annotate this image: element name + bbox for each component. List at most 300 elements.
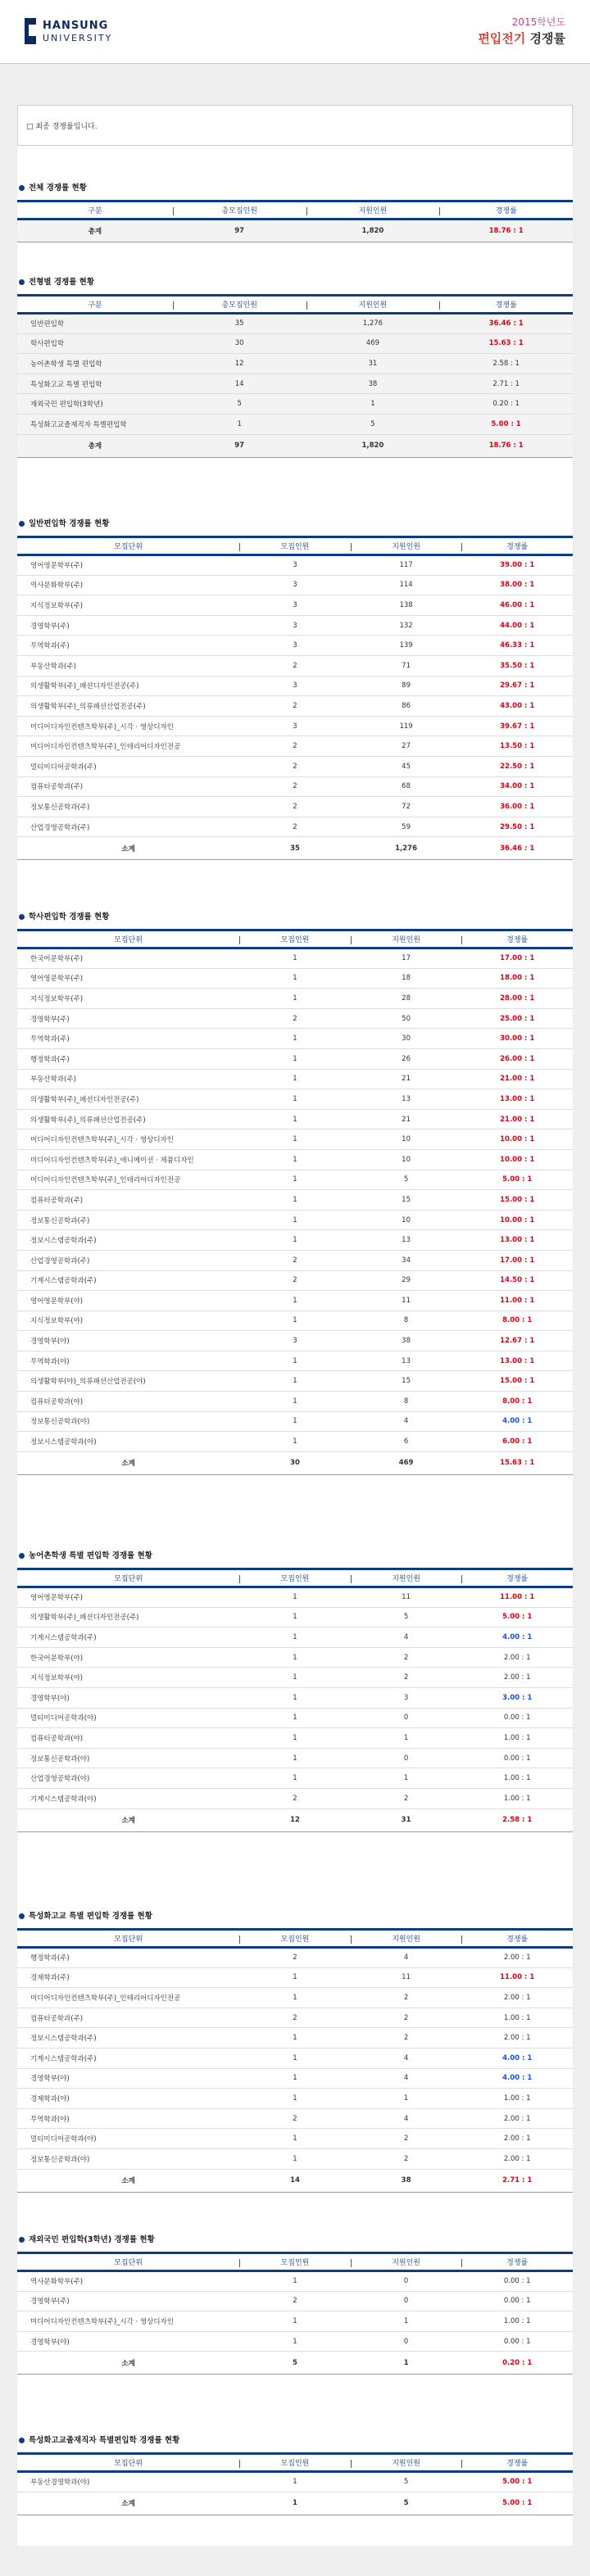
cell-applicants: 4 — [351, 2048, 462, 2068]
cell-applicants: 2 — [351, 1988, 462, 2008]
table-row — [17, 1089, 573, 1110]
bachelor-section — [17, 912, 573, 1475]
column-header: 모집단위 — [17, 930, 239, 948]
table-row — [17, 1687, 573, 1708]
cell-name: 경제학과(주) — [17, 1967, 239, 1988]
table-row — [17, 1190, 573, 1211]
cell-applicants: 139 — [351, 636, 462, 656]
cell-rate: 22.50 : 1 — [461, 756, 573, 776]
cell-name: 한국어문학부(주) — [17, 948, 239, 969]
cell-applicants: 4 — [351, 2068, 462, 2089]
cell-name: 소계 — [17, 2352, 239, 2375]
cell-applicants: 1,276 — [351, 837, 462, 860]
cell-applicants: 1 — [351, 1728, 462, 1749]
cell-rate: 2.00 : 1 — [461, 1647, 573, 1668]
cell-quota: 1 — [239, 1668, 351, 1688]
column-header: 경쟁률 — [461, 537, 573, 555]
table-row — [17, 2048, 573, 2068]
cell-name: 총계 — [17, 220, 173, 242]
cell-quota: 2 — [239, 1008, 351, 1029]
column-header: 경쟁률 — [461, 2454, 573, 2472]
cell-name: 지식정보학부(야) — [17, 1668, 239, 1688]
total-row — [17, 837, 573, 860]
column-header: 모집단위 — [17, 2454, 239, 2472]
cell-rate: 26.00 : 1 — [461, 1048, 573, 1069]
cell-applicants: 5 — [351, 1607, 462, 1628]
cell-quota: 1 — [239, 2068, 351, 2089]
cell-rate: 0.20 : 1 — [439, 394, 573, 414]
cell-name: 경영학부(야) — [17, 1331, 239, 1351]
cell-name: 경제학과(야) — [17, 2089, 239, 2109]
column-header: 경쟁률 — [461, 1569, 573, 1587]
cell-quota: 1 — [239, 1210, 351, 1230]
cell-rate: 11.00 : 1 — [461, 1587, 573, 1608]
table-row — [17, 655, 573, 676]
cell-quota: 2 — [239, 1270, 351, 1291]
column-header: 총모집인원 — [173, 296, 306, 314]
column-header: 모집단위 — [17, 2253, 239, 2271]
cell-name: 소계 — [17, 1451, 239, 1474]
cell-name: 경영학부(야) — [17, 1687, 239, 1708]
cell-quota: 2 — [239, 736, 351, 757]
cell-quota: 1 — [239, 1069, 351, 1089]
cell-applicants: 10 — [351, 1149, 462, 1170]
section-title: 전형별 경쟁률 현황 — [17, 277, 573, 288]
cell-applicants: 10 — [351, 1130, 462, 1150]
cell-name: 영어영문학부(주) — [17, 1587, 239, 1608]
cell-quota: 1 — [239, 968, 351, 989]
cell-name: 지식정보학부(주) — [17, 595, 239, 616]
cell-name: 미디어디자인컨텐츠학부(주)_시각 · 영상디자인 — [17, 2311, 239, 2332]
cell-applicants: 15 — [351, 1190, 462, 1211]
cell-applicants: 1 — [351, 2089, 462, 2109]
cell-name: 기계시스템공학과(야) — [17, 1788, 239, 1809]
section-title: 재외국민 편입학(3학년) 경쟁률 현황 — [17, 2234, 573, 2246]
cell-applicants: 2 — [351, 1647, 462, 1668]
table-row — [17, 1008, 573, 1029]
cell-quota: 12 — [173, 354, 306, 374]
cell-name: 경영학부(야) — [17, 2068, 239, 2089]
cell-applicants: 2 — [351, 2028, 462, 2049]
cell-applicants: 1,276 — [306, 314, 440, 334]
cell-quota: 1 — [239, 1109, 351, 1130]
table-row — [17, 2331, 573, 2352]
column-header: 지원인원 — [306, 296, 440, 314]
cell-rate: 2.58 : 1 — [461, 1809, 573, 1831]
column-header: 지원인원 — [351, 537, 462, 555]
cell-quota: 2 — [239, 1948, 351, 1968]
cell-rate: 36.46 : 1 — [439, 314, 573, 334]
table-row — [17, 968, 573, 989]
section-title: 농어촌학생 특별 편입학 경쟁률 현황 — [17, 1551, 573, 1562]
column-header: 지원인원 — [351, 1930, 462, 1948]
overall-section — [17, 183, 573, 242]
cell-quota: 1 — [239, 1768, 351, 1789]
cell-rate: 1.00 : 1 — [461, 2311, 573, 2332]
title-year: 2015학년도 — [511, 16, 565, 28]
table-row — [17, 2271, 573, 2292]
cell-applicants: 17 — [351, 948, 462, 969]
cell-name: 의생활학부(주)_패션디자인전공(주) — [17, 676, 239, 696]
cell-applicants: 86 — [351, 696, 462, 717]
cell-name: 영어영문학부(주) — [17, 968, 239, 989]
cell-applicants: 2 — [351, 2129, 462, 2149]
cell-applicants: 5 — [351, 1170, 462, 1190]
general-table — [17, 536, 573, 860]
cell-rate: 18.76 : 1 — [439, 220, 573, 242]
cell-quota: 1 — [239, 948, 351, 969]
cell-quota: 1 — [239, 2472, 351, 2492]
cell-applicants: 117 — [351, 555, 462, 576]
table-row — [17, 676, 573, 696]
cell-quota: 35 — [173, 314, 306, 334]
cell-name: 미디어디자인컨텐츠학부(주)_시각 · 영상디자인 — [17, 1130, 239, 1150]
cell-name: 미디어디자인컨텐츠학부(주)_인테리어디자인전공 — [17, 736, 239, 757]
cell-name: 미디어디자인컨텐츠학부(주)_인테리어디자인전공 — [17, 1988, 239, 2008]
cell-rate: 2.00 : 1 — [461, 2148, 573, 2169]
cell-rate: 17.00 : 1 — [461, 1250, 573, 1270]
logo-icon — [25, 18, 36, 44]
cell-applicants: 89 — [351, 676, 462, 696]
table-row — [17, 817, 573, 837]
column-header: 총모집인원 — [173, 201, 306, 220]
table-row — [17, 2148, 573, 2169]
table-row — [17, 1607, 573, 1628]
cell-rate: 2.00 : 1 — [461, 1948, 573, 1968]
column-header: 지원인원 — [351, 1569, 462, 1587]
cell-rate: 44.00 : 1 — [461, 615, 573, 636]
cell-rate: 2.00 : 1 — [461, 2129, 573, 2149]
cell-quota: 2 — [239, 1250, 351, 1270]
column-header: 경쟁률 — [439, 201, 573, 220]
section-title: 학사편입학 경쟁률 현황 — [17, 912, 573, 923]
cell-applicants: 21 — [351, 1069, 462, 1089]
cell-applicants: 8 — [351, 1311, 462, 1331]
table-row — [17, 615, 573, 636]
table-row — [17, 1668, 573, 1688]
total-row — [17, 2492, 573, 2515]
cell-quota: 1 — [239, 1647, 351, 1668]
cell-quota: 1 — [173, 414, 306, 434]
cell-applicants: 1,820 — [306, 220, 440, 242]
cell-quota: 2 — [239, 2008, 351, 2028]
cell-name: 총계 — [17, 434, 173, 457]
cell-rate: 6.00 : 1 — [461, 1432, 573, 1452]
cell-applicants: 114 — [351, 575, 462, 595]
cell-rate: 17.00 : 1 — [461, 948, 573, 969]
cell-rate: 2.71 : 1 — [439, 373, 573, 394]
overseas-section — [17, 2234, 573, 2375]
table-row — [17, 1392, 573, 1412]
cell-name: 컴퓨터공학과(주) — [17, 1190, 239, 1211]
table-row — [17, 1109, 573, 1130]
table-row — [17, 1432, 573, 1452]
cell-rate: 46.33 : 1 — [461, 636, 573, 656]
cell-rate: 11.00 : 1 — [461, 1291, 573, 1311]
cell-quota: 2 — [239, 817, 351, 837]
cell-quota: 1 — [239, 1687, 351, 1708]
cell-quota: 1 — [239, 1130, 351, 1150]
table-row — [17, 1948, 573, 1968]
vocational-table — [17, 1928, 573, 2193]
cell-quota: 1 — [239, 2048, 351, 2068]
table-row — [17, 1048, 573, 1069]
cell-quota: 1 — [239, 2271, 351, 2292]
cell-applicants: 1 — [351, 2352, 462, 2375]
cell-name: 컴퓨터공학과(주) — [17, 2008, 239, 2028]
cell-name: 컴퓨터공학과(주) — [17, 776, 239, 797]
table-row — [17, 2472, 573, 2492]
cell-applicants: 4 — [351, 1628, 462, 1648]
cell-applicants: 13 — [351, 1089, 462, 1110]
cell-name: 정보통신공학과(야) — [17, 1411, 239, 1432]
cell-name: 재외국민 편입학(3학년) — [17, 394, 173, 414]
cell-applicants: 45 — [351, 756, 462, 776]
cell-quota: 1 — [239, 1728, 351, 1749]
cell-rate: 18.76 : 1 — [439, 434, 573, 457]
cell-rate: 2.00 : 1 — [461, 1988, 573, 2008]
cell-name: 정보통신공학과(야) — [17, 1748, 239, 1768]
total-row — [17, 1809, 573, 1831]
cell-name: 행정학과(주) — [17, 1048, 239, 1069]
cell-name: 멀티미디어공학과(야) — [17, 1708, 239, 1728]
cell-applicants: 1 — [351, 2311, 462, 2332]
section-title: 일반편입학 경쟁률 현황 — [17, 518, 573, 530]
cell-quota: 14 — [173, 373, 306, 394]
cell-rate: 1.00 : 1 — [461, 2008, 573, 2028]
cell-quota: 1 — [239, 1628, 351, 1648]
cell-applicants: 2 — [351, 2008, 462, 2028]
cell-quota: 3 — [239, 636, 351, 656]
logo-name: HANSUNG — [43, 20, 109, 32]
cell-quota: 1 — [239, 2148, 351, 2169]
cell-rate: 4.00 : 1 — [461, 1628, 573, 1648]
cell-rate: 14.50 : 1 — [461, 1270, 573, 1291]
cell-applicants: 13 — [351, 1351, 462, 1371]
cell-applicants: 3 — [351, 1687, 462, 1708]
table-row — [17, 716, 573, 736]
table-row — [17, 1371, 573, 1392]
cell-name: 특성화고교졸재직자 특별편입학 — [17, 414, 173, 434]
cell-quota: 1 — [239, 1029, 351, 1049]
column-header: 지원인원 — [351, 2454, 462, 2472]
cell-name: 소계 — [17, 2169, 239, 2192]
column-header: 경쟁률 — [439, 296, 573, 314]
cell-applicants: 29 — [351, 1270, 462, 1291]
cell-applicants: 138 — [351, 595, 462, 616]
cell-rate: 25.00 : 1 — [461, 1008, 573, 1029]
table-row — [17, 1411, 573, 1432]
notice-box — [17, 105, 573, 146]
cell-applicants: 132 — [351, 615, 462, 636]
cell-quota: 14 — [239, 2169, 351, 2192]
cell-quota: 1 — [239, 2492, 351, 2515]
cell-rate: 13.00 : 1 — [461, 1230, 573, 1251]
table-row — [17, 1788, 573, 1809]
cell-applicants: 68 — [351, 776, 462, 797]
cell-rate: 3.00 : 1 — [461, 1687, 573, 1708]
cell-name: 부동산경영학과(야) — [17, 2472, 239, 2492]
cell-rate: 8.00 : 1 — [461, 1392, 573, 1412]
cell-quota: 1 — [239, 2129, 351, 2149]
cell-applicants: 2 — [351, 1788, 462, 1809]
cell-name: 정보시스템공학과(야) — [17, 1432, 239, 1452]
cell-rate: 4.00 : 1 — [461, 1411, 573, 1432]
cell-name: 멀티미디어공학과(야) — [17, 2129, 239, 2149]
table-row — [17, 989, 573, 1009]
table-row — [17, 1230, 573, 1251]
cell-quota: 30 — [239, 1451, 351, 1474]
cell-applicants: 11 — [351, 1967, 462, 1988]
cell-name: 특성화고교 특별 편입학 — [17, 373, 173, 394]
table-row — [17, 1587, 573, 1608]
table-row — [17, 1130, 573, 1150]
table-row — [17, 797, 573, 817]
cell-quota: 2 — [239, 2108, 351, 2129]
cell-name: 정보시스템공학과(주) — [17, 1230, 239, 1251]
cell-name: 무역학과(주) — [17, 636, 239, 656]
cell-rate: 5.00 : 1 — [461, 1607, 573, 1628]
cell-rate: 5.00 : 1 — [461, 1170, 573, 1190]
table-row — [17, 1647, 573, 1668]
cell-quota: 2 — [239, 1788, 351, 1809]
cell-applicants: 15 — [351, 1371, 462, 1392]
cell-quota: 1 — [239, 1432, 351, 1452]
table-row — [17, 1708, 573, 1728]
cell-quota: 1 — [239, 1708, 351, 1728]
cell-rate: 0.00 : 1 — [461, 1708, 573, 1728]
cell-name: 소계 — [17, 2492, 239, 2515]
cell-rate: 0.00 : 1 — [461, 2291, 573, 2311]
cell-rate: 13.00 : 1 — [461, 1351, 573, 1371]
table-row — [17, 1748, 573, 1768]
cell-quota: 1 — [239, 1392, 351, 1412]
cell-rate: 2.00 : 1 — [461, 2108, 573, 2129]
rural-table — [17, 1568, 573, 1832]
cell-name: 미디어디자인컨텐츠학부(주)_인테리어디자인전공 — [17, 1170, 239, 1190]
cell-name: 부동산학과(주) — [17, 655, 239, 676]
section-title: 특성화고교졸재직자 특별편입학 경쟁률 현황 — [17, 2435, 573, 2447]
cell-quota: 2 — [239, 756, 351, 776]
cell-name: 컴퓨터공학과(야) — [17, 1392, 239, 1412]
cell-quota: 1 — [239, 1190, 351, 1211]
cell-rate: 39.67 : 1 — [461, 716, 573, 736]
table-row — [17, 1311, 573, 1331]
cell-name: 미디어디자인컨텐츠학부(주)_애니메이션 · 제품디자인 — [17, 1149, 239, 1170]
cell-name: 무역학과(야) — [17, 1351, 239, 1371]
cell-rate: 18.00 : 1 — [461, 968, 573, 989]
table-row — [17, 1250, 573, 1270]
cell-applicants: 119 — [351, 716, 462, 736]
cell-quota: 2 — [239, 696, 351, 717]
rural-section — [17, 1551, 573, 1832]
page-title — [478, 15, 565, 47]
title-main — [478, 29, 565, 47]
cell-rate: 5.00 : 1 — [439, 414, 573, 434]
cell-quota: 1 — [239, 2311, 351, 2332]
cell-applicants: 27 — [351, 736, 462, 757]
table-row — [17, 2089, 573, 2109]
cell-applicants: 11 — [351, 1587, 462, 1608]
cell-applicants: 10 — [351, 1210, 462, 1230]
table-row — [17, 1291, 573, 1311]
cell-applicants: 34 — [351, 1250, 462, 1270]
cell-quota: 1 — [239, 1748, 351, 1768]
cell-name: 기계시스템공학과(주) — [17, 2048, 239, 2068]
cell-applicants: 30 — [351, 1029, 462, 1049]
column-header: 모집단위 — [17, 537, 239, 555]
total-row — [17, 2169, 573, 2192]
cell-name: 무역학과(주) — [17, 1029, 239, 1049]
cell-applicants: 5 — [351, 2472, 462, 2492]
cell-quota: 1 — [239, 1311, 351, 1331]
table-row — [17, 373, 573, 394]
cell-applicants: 4 — [351, 2108, 462, 2129]
table-row — [17, 2108, 573, 2129]
cell-applicants: 1,820 — [306, 434, 440, 457]
table-row — [17, 1988, 573, 2008]
table-row — [17, 1728, 573, 1749]
table-row — [17, 1210, 573, 1230]
university-logo[interactable] — [25, 18, 164, 51]
cell-name: 한국어문학부(야) — [17, 1647, 239, 1668]
cell-name: 산업경영공학과(주) — [17, 817, 239, 837]
cell-name: 일반편입학 — [17, 314, 173, 334]
cell-name: 지식정보학부(주) — [17, 989, 239, 1009]
cell-applicants: 8 — [351, 1392, 462, 1412]
by-type-section — [17, 277, 573, 458]
table-row — [17, 575, 573, 595]
cell-rate: 43.00 : 1 — [461, 696, 573, 717]
table-row — [17, 2068, 573, 2089]
cell-rate: 8.00 : 1 — [461, 1311, 573, 1331]
title-dark: 경쟁률 — [529, 31, 565, 46]
column-header: 경쟁률 — [461, 2253, 573, 2271]
content — [17, 105, 573, 2554]
cell-applicants: 469 — [306, 333, 440, 354]
cell-name: 영어영문학부(야) — [17, 1291, 239, 1311]
column-header: 모집인원 — [239, 1930, 351, 1948]
cell-name: 경영학부(야) — [17, 2331, 239, 2352]
title-red: 편입전기 — [478, 31, 526, 46]
table-row — [17, 1331, 573, 1351]
by-type-table — [17, 294, 573, 458]
cell-quota: 3 — [239, 595, 351, 616]
cell-rate: 21.00 : 1 — [461, 1069, 573, 1089]
cell-name: 멀티미디어공학과(주) — [17, 756, 239, 776]
cell-rate: 2.00 : 1 — [461, 2028, 573, 2049]
cell-quota: 3 — [239, 1331, 351, 1351]
cell-quota: 1 — [239, 1089, 351, 1110]
cell-quota: 1 — [239, 1587, 351, 1608]
cell-name: 정보통신공학과(야) — [17, 2148, 239, 2169]
cell-name: 미디어디자인컨텐츠학부(주)_시각 · 영상디자인 — [17, 716, 239, 736]
cell-applicants: 11 — [351, 1291, 462, 1311]
vocational-section — [17, 1911, 573, 2193]
cell-quota: 3 — [239, 615, 351, 636]
table-row — [17, 314, 573, 334]
table-row — [17, 1029, 573, 1049]
cell-rate: 5.00 : 1 — [461, 2492, 573, 2515]
cell-name: 역사문화학부(주) — [17, 2271, 239, 2292]
cell-name: 소계 — [17, 837, 239, 860]
cell-applicants: 50 — [351, 1008, 462, 1029]
logo-sub: UNIVERSITY — [43, 33, 113, 43]
cell-applicants: 26 — [351, 1048, 462, 1069]
table-row — [17, 354, 573, 374]
cell-quota: 1 — [239, 989, 351, 1009]
cell-quota: 97 — [173, 434, 306, 457]
